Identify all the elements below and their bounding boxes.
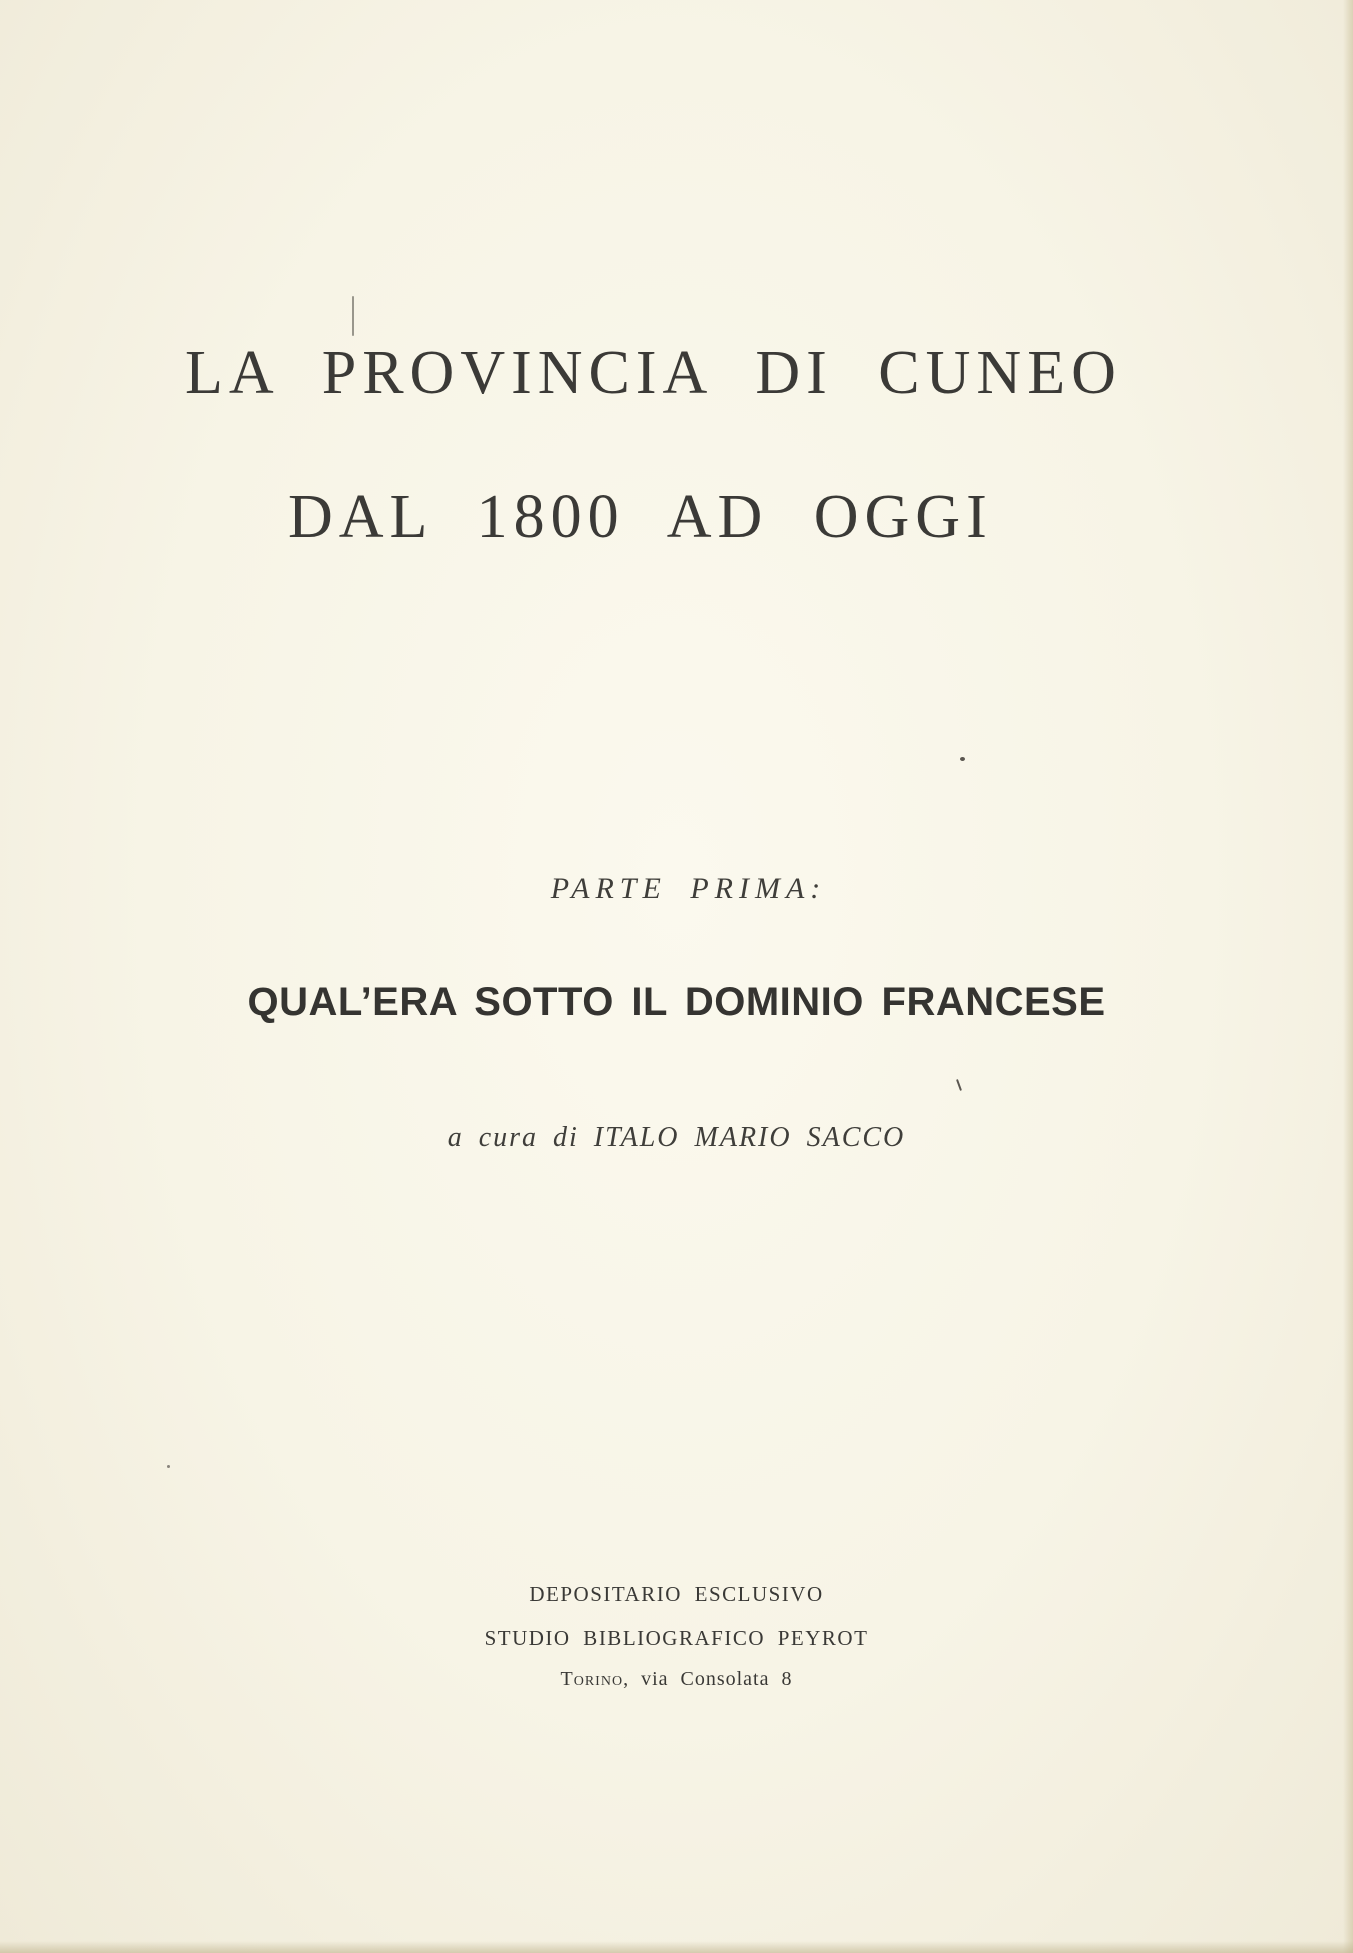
paper-speck bbox=[352, 296, 354, 336]
paper-speck bbox=[960, 757, 965, 761]
publisher-line-2: STUDIO BIBLIOGRAFICO PEYROT bbox=[484, 1626, 869, 1650]
editor-credit: a cura di ITALO MARIO SACCO bbox=[447, 1122, 906, 1153]
title-line-2: DAL 1800 AD OGGI bbox=[288, 483, 993, 551]
publisher-line-1: DEPOSITARIO ESCLUSIVO bbox=[529, 1582, 824, 1606]
title-line-1: LA PROVINCIA DI CUNEO bbox=[185, 339, 1122, 407]
paper-speck bbox=[167, 1465, 170, 1468]
subtitle: QUAL’ERA SOTTO IL DOMINIO FRANCESE bbox=[247, 980, 1106, 1024]
publisher-street: , via Consolata 8 bbox=[623, 1668, 793, 1690]
publisher-address bbox=[0, 1668, 1353, 1691]
publisher-city: Torino bbox=[560, 1668, 624, 1690]
page-edge-shadow-bottom bbox=[0, 1941, 1353, 1953]
page-edge-shadow-right bbox=[1343, 0, 1353, 1953]
paper-speck bbox=[956, 1079, 962, 1091]
part-label: PARTE PRIMA: bbox=[550, 872, 827, 905]
